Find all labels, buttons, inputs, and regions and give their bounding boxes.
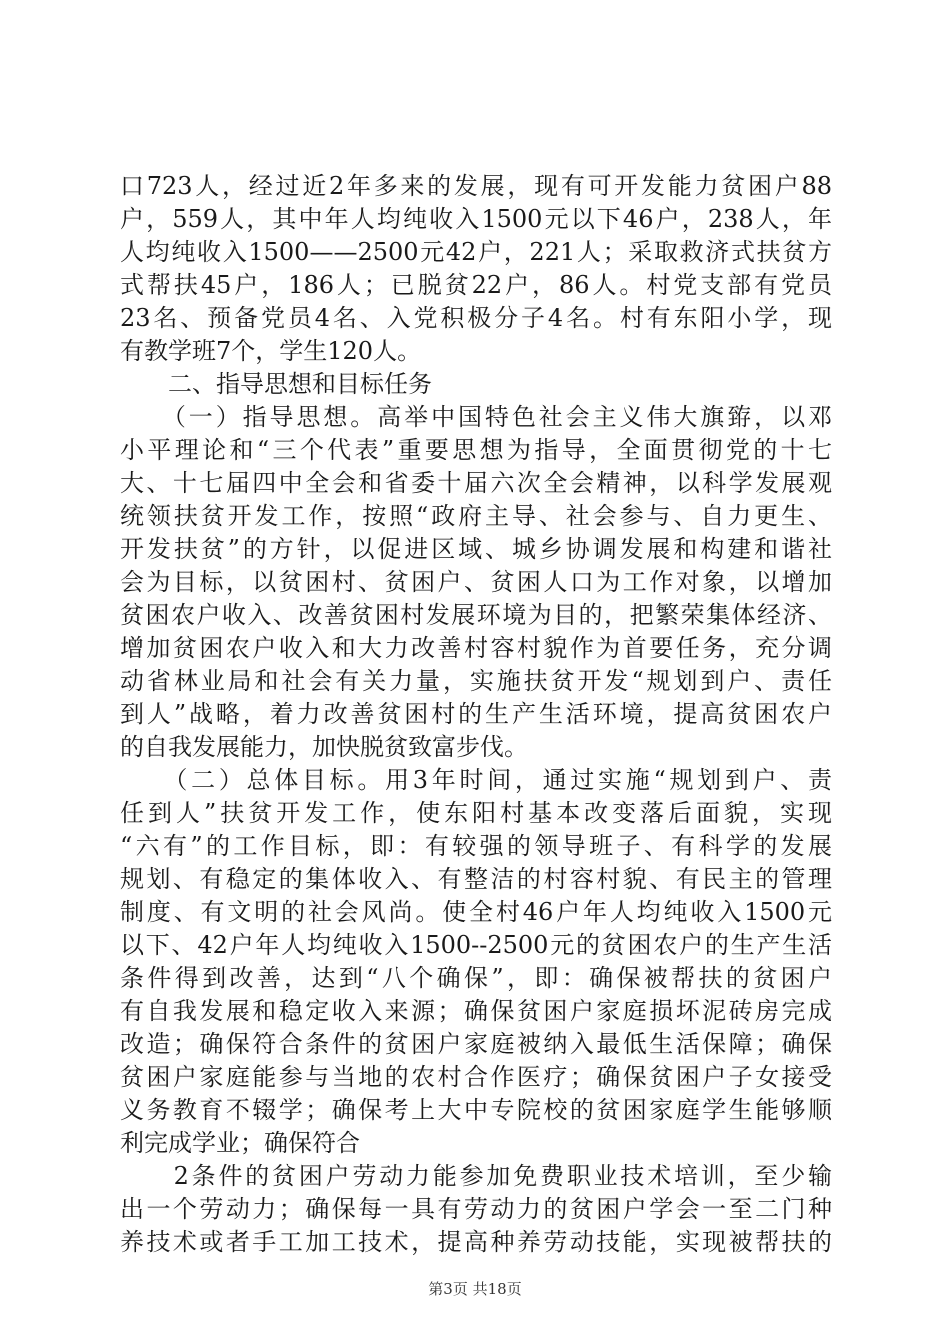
text-line: 任到人”扶贫开发工作，使东阳村基本改变落后面貌，实现 xyxy=(120,799,832,827)
text-line: 到人”战略，着力改善贫困村的生产生活环境，提高贫困农户 xyxy=(120,700,832,728)
text-line: 人均纯收入1500——2500元42户，221人；采取救济式扶贫方 xyxy=(120,238,832,266)
document-body xyxy=(120,170,832,1259)
text-line: 改造；确保符合条件的贫困户家庭被纳入最低生活保障；确保 xyxy=(120,1030,832,1058)
page-number-footer: 第3页 共18页 xyxy=(428,1280,522,1298)
text-line: 条件得到改善，达到“八个确保”，即：确保被帮扶的贫困户 xyxy=(120,964,832,992)
text-line: 养技术或者手工加工技术，提高种养劳动技能，实现被帮扶的 xyxy=(120,1228,832,1256)
text-line: 开发扶贫”的方针，以促进区域、城乡协调发展和构建和谐社 xyxy=(120,535,832,563)
text-line: 户，559人，其中年人均纯收入1500元以下46户，238人，年 xyxy=(120,205,832,233)
text-line: 会为目标，以贫困村、贫困户、贫困人口为工作对象，以增加 xyxy=(120,568,832,596)
text-line: 口723人，经过近2年多来的发展，现有可开发能力贫困户88 xyxy=(120,172,832,200)
text-line: 制度、有文明的社会风尚。使全村46户年人均纯收入1500元 xyxy=(120,898,832,926)
text-line: 利完成学业；确保符合 xyxy=(120,1129,360,1157)
text-line: （二）总体目标。用3年时间，通过实施“规划到户、责 xyxy=(120,766,832,794)
text-line: 义务教育不辍学；确保考上大中专院校的贫困家庭学生能够顺 xyxy=(120,1096,832,1124)
text-line: 大、十七届四中全会和省委十届六次全会精神，以科学发展观 xyxy=(120,469,832,497)
text-line: 增加贫困农户收入和大力改善村容村貌作为首要任务，充分调 xyxy=(120,634,832,662)
text-line: 有教学班7个，学生120人。 xyxy=(120,337,422,365)
text-line: 统领扶贫开发工作，按照“政府主导、社会参与、自力更生、 xyxy=(120,502,832,530)
text-line: 小平理论和“三个代表”重要思想为指导，全面贯彻党的十七 xyxy=(120,436,832,464)
text-line: 规划、有稳定的集体收入、有整洁的村容村貌、有民主的管理 xyxy=(120,865,832,893)
section-heading: 二、指导思想和目标任务 xyxy=(120,370,432,398)
text-line: 贫困户家庭能参与当地的农村合作医疗；确保贫困户子女接受 xyxy=(120,1063,832,1091)
text-line: 以下、42户年人均纯收入1500--2500元的贫困农户的生产生活 xyxy=(120,931,832,959)
text-line: 动省林业局和社会有关力量，实施扶贫开发“规划到户、责任 xyxy=(120,667,832,695)
text-line: （一）指导思想。高举中国特色社会主义伟大旗臶，以邓 xyxy=(120,403,832,431)
text-line: 的自我发展能力，加快脱贫致富步伐。 xyxy=(120,733,528,761)
text-line: 贫困农户收入、改善贫困村发展环境为目的，把繁荣集体经济、 xyxy=(120,601,832,629)
text-line: “六有”的工作目标，即：有较强的领导班子、有科学的发展 xyxy=(120,832,832,860)
text-line: 出一个劳动力；确保每一具有劳动力的贫困户学会一至二门种 xyxy=(120,1195,832,1223)
text-line: 式帮扶45户，186人；已脱贫22户，86人。村党支部有党员 xyxy=(120,271,832,299)
text-line: 23名、预备党员4名、入党积极分子4名。村有东阳小学，现 xyxy=(120,304,832,332)
text-line: 有自我发展和稳定收入来源；确保贫困户家庭损坏泥砖房完成 xyxy=(120,997,832,1025)
text-line: 2条件的贫困户劳动力能参加免费职业技术培训，至少输 xyxy=(120,1162,832,1190)
